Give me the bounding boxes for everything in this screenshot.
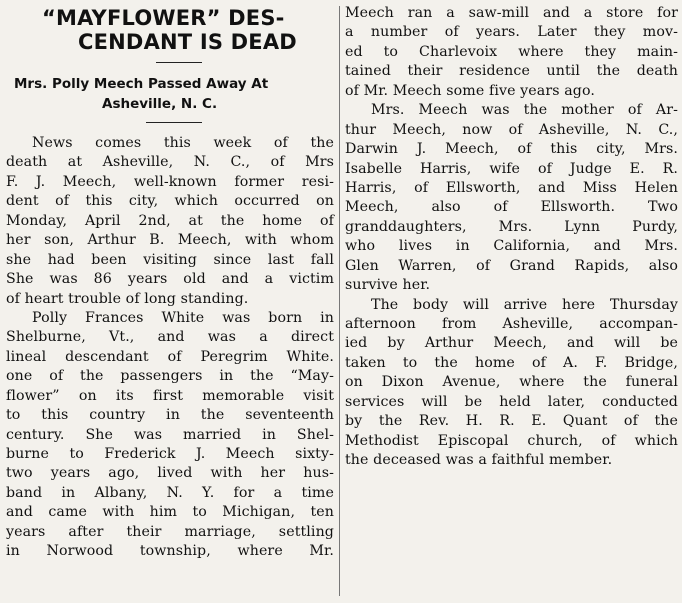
body-line: Harris, of Ellsworth, and Miss Helen — [345, 179, 678, 196]
right-body — [345, 4, 678, 471]
left-body — [6, 134, 334, 562]
body-line: Methodist Episcopal church, of which — [345, 432, 678, 449]
body-line: to this country in the seventeenth — [6, 407, 334, 424]
body-line: century. She was married in Shel- — [6, 426, 334, 443]
body-line: News comes this week of the — [32, 135, 334, 151]
headline-rule — [156, 62, 202, 63]
body-line: afternoon from Asheville, accompan- — [345, 316, 678, 332]
body-line: Darwin J. Meech, of this city, Mrs. — [345, 141, 678, 158]
subhead-line-1: Mrs. Polly Meech Passed Away At — [14, 76, 269, 92]
body-line: band in Albany, N. Y. for a time — [6, 484, 334, 501]
body-line: who lives in California, and Mrs. — [345, 238, 678, 255]
body-line: flower” on its first memorable visit — [6, 387, 334, 404]
body-line: Polly Frances White was born in — [32, 309, 334, 326]
body-line: ed to Charlevoix where they main- — [345, 43, 678, 60]
headline-line-2: CENDANT IS DEAD — [78, 30, 297, 54]
body-line: Mrs. Meech was the mother of Ar- — [371, 102, 678, 119]
body-line: F. J. Meech, well-known former resi- — [6, 173, 334, 190]
body-line: death at Asheville, N. C., of Mrs — [6, 154, 334, 171]
body-line: survive her. — [345, 277, 431, 294]
body-line: and came with him to Michigan, ten — [6, 504, 334, 521]
headline-line-1: “MAYFLOWER” DES- — [42, 6, 285, 30]
body-line: burne to Frederick J. Meech sixty- — [6, 446, 334, 462]
body-line: ied by Arthur Meech, and will be — [345, 335, 678, 352]
body-line: a number of years. Later they mov- — [345, 24, 678, 41]
body-line: She was 86 years old and a victim — [6, 271, 334, 288]
body-line: tained their residence until the death — [345, 63, 678, 80]
body-line: Meech, also of Ellsworth. Two — [345, 199, 678, 216]
body-line: in Norwood township, where Mr. — [6, 543, 334, 560]
body-line: Glen Warren, of Grand Rapids, also — [345, 257, 678, 274]
body-line: two years ago, lived with her hus- — [6, 465, 334, 482]
body-line: Monday, April 2nd, at the home of — [6, 212, 334, 229]
body-line: by the Rev. H. R. E. Quant of the — [345, 413, 678, 430]
body-line: her son, Arthur B. Meech, with whom — [6, 232, 334, 249]
body-line: taken to the home of A. F. Bridge, — [345, 354, 678, 371]
body-line: Meech ran a saw-mill and a store for — [345, 5, 678, 21]
body-line: Isabelle Harris, wife of Judge E. R. — [345, 160, 678, 177]
body-line: services will be held later, conducted — [345, 393, 678, 410]
body-line: one of the passengers in the “May- — [6, 368, 334, 385]
body-line: she had been visiting since last fall — [6, 251, 334, 268]
body-line: lineal descendant of Peregrim White. — [6, 348, 334, 365]
body-line: thur Meech, now of Asheville, N. C., — [345, 121, 678, 138]
body-line: Shelburne, Vt., and was a direct — [6, 329, 334, 346]
body-line: dent of this city, which occurred on — [6, 193, 334, 210]
body-line: The body will arrive here Thursday — [371, 296, 678, 313]
body-line: on Dixon Avenue, where the funeral — [345, 374, 678, 391]
body-line: of heart trouble of long standing. — [6, 290, 249, 307]
subhead-rule — [146, 122, 202, 123]
body-line: granddaughters, Mrs. Lynn Purdy, — [345, 218, 678, 235]
body-line: years after their marriage, settling — [6, 523, 334, 540]
column-divider — [339, 6, 340, 596]
body-line: the deceased was a faithful member. — [345, 452, 613, 469]
subhead-line-2: Asheville, N. C. — [102, 96, 218, 112]
body-line: of Mr. Meech some five years ago. — [345, 82, 595, 99]
